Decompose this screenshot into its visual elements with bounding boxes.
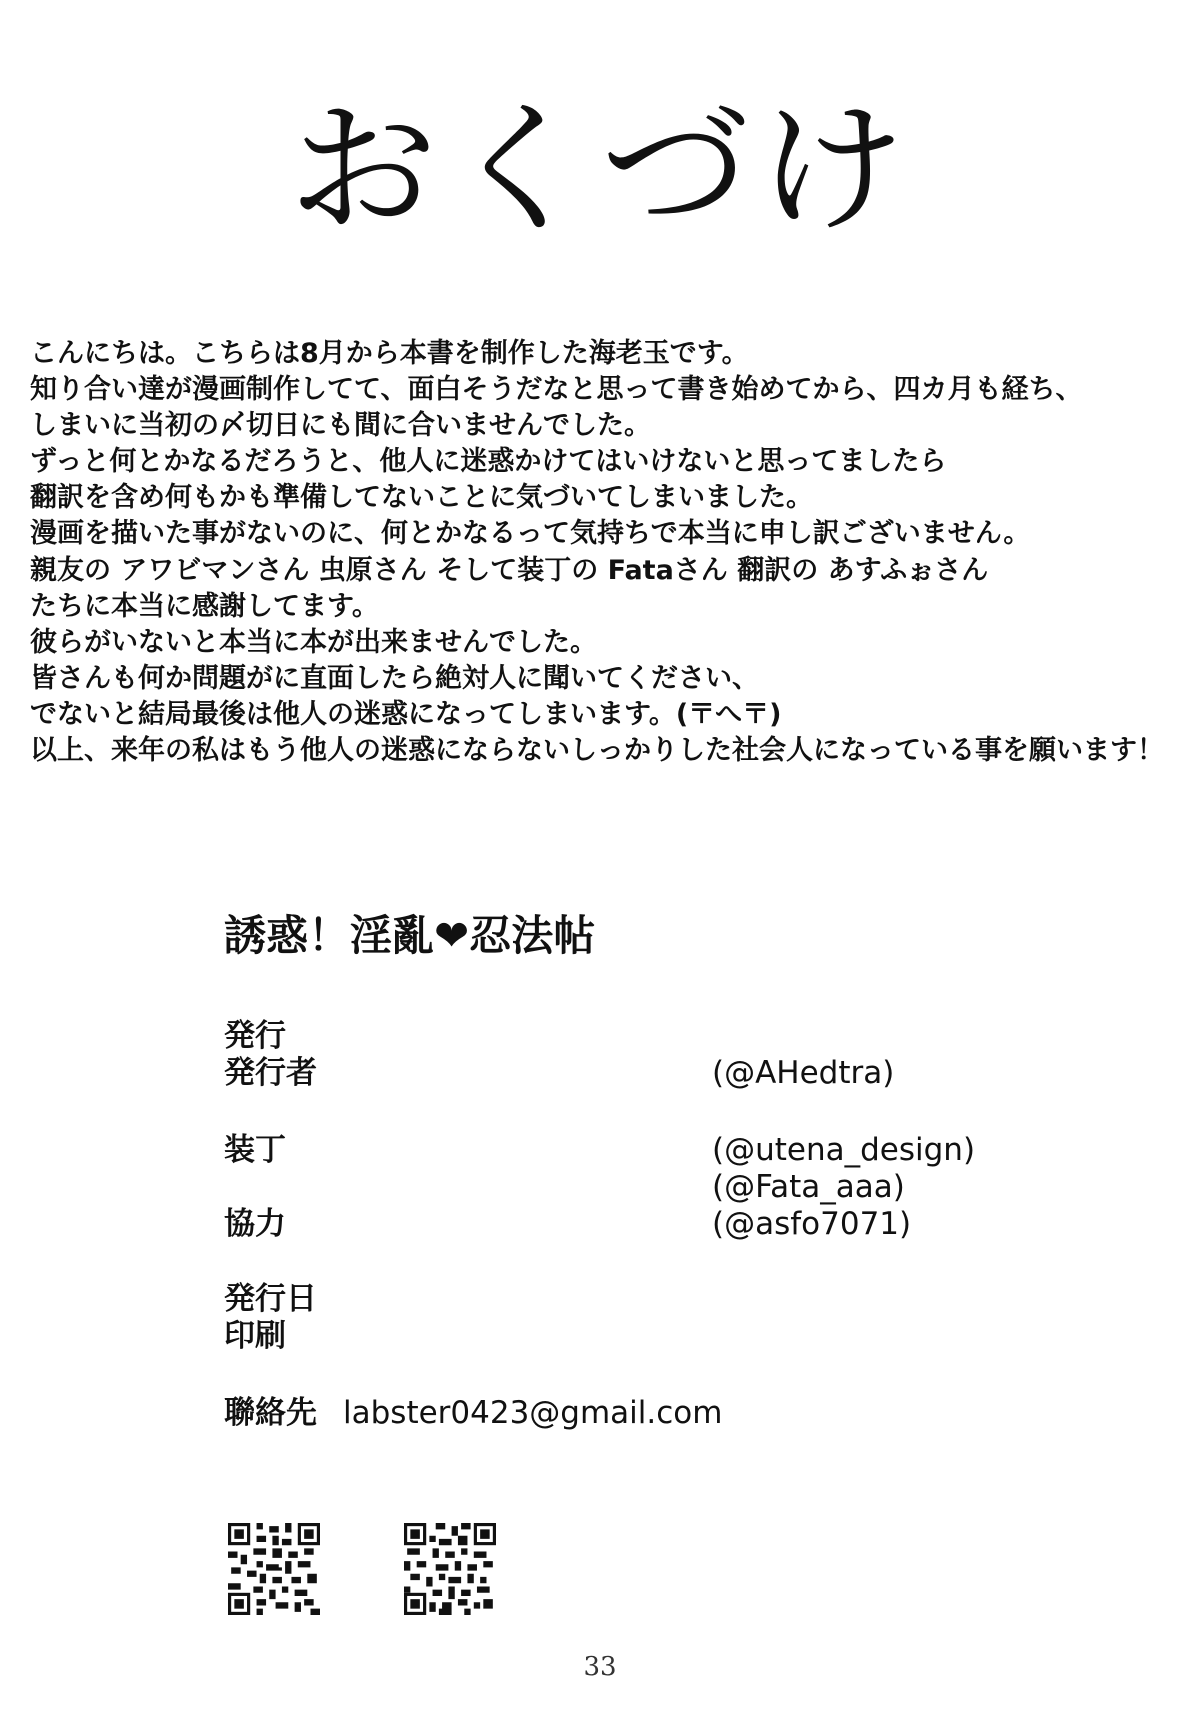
cooperation-label: 協力: [224, 1206, 286, 1242]
afterword-line: こんにちは。こちらは8月から本書を制作した海老玉です。: [30, 338, 749, 369]
page-heading: おくづけ: [287, 87, 912, 253]
afterword-line: 漫画を描いた事がないのに、何とかなるって気持ちで本当に申し訳ございません。: [30, 518, 1031, 550]
afterword-line: しまいに当初の〆切日にも間に合いませんでした。: [30, 410, 651, 442]
book-title: 誘惑！淫亂❤忍法帖: [224, 911, 596, 960]
date-label: 発行日: [224, 1281, 317, 1317]
afterword-line: 親友の アワビマンさん 虫原さん そして装丁の Fataさん 翻訳の あすふぉさん: [30, 554, 989, 586]
afterword-line: 以上、来年の私はもう他人の迷惑にならないしっかりした社会人になっている事を願います！: [30, 735, 1164, 767]
afterword-line: 彼らがいないと本当に本が出来ませんでした。: [30, 626, 597, 658]
afterword-line: 翻訳を含め何もかも準備してないことに気づいてしまいました。: [30, 482, 813, 514]
design-label: 装丁: [224, 1132, 286, 1168]
issuer-handle: (@AHedtra): [712, 1055, 895, 1091]
cooperation-handle: (@asfo7071): [712, 1206, 912, 1242]
contact-label: 聯絡先: [224, 1395, 317, 1431]
qr-code-icon: [228, 1523, 320, 1615]
afterword-line: たちに本当に感謝してます。: [30, 590, 379, 622]
design-secondary-handle: (@Fata_aaa): [712, 1169, 905, 1205]
qr-code-icon: [404, 1523, 496, 1615]
afterword-line: 知り合い達が漫画制作してて、面白そうだなと思って書き始めてから、四カ月も経ち、: [30, 374, 1083, 406]
afterword-line: ずっと何とかなるだろうと、他人に迷惑かけてはいけないと思ってましたら: [30, 446, 947, 478]
issuer-label: 発行者: [224, 1055, 317, 1091]
contact-email: labster0423@gmail.com: [343, 1395, 723, 1431]
page-number: 33: [583, 1652, 617, 1682]
publisher-label: 発行: [224, 1018, 286, 1054]
printing-label: 印刷: [224, 1318, 286, 1354]
design-handle: (@utena_design): [712, 1132, 976, 1168]
afterword-line: 皆さんも何か問題がに直面したら絶対人に聞いてください、: [30, 662, 759, 694]
afterword-line: でないと結局最後は他人の迷惑になってしまいます。(〒へ〒): [30, 698, 782, 730]
